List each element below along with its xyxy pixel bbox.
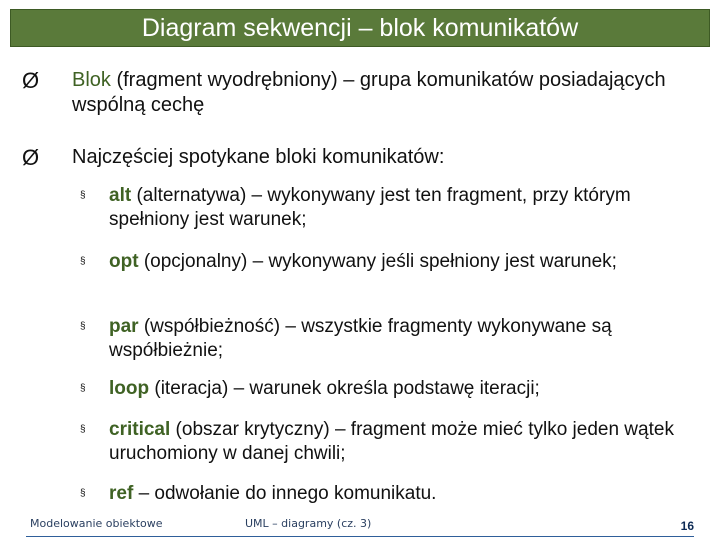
sub-list-item <box>80 315 684 363</box>
square-bullet-icon: § <box>80 383 86 394</box>
bullet-text <box>72 68 692 118</box>
square-bullet-icon: § <box>80 424 86 435</box>
square-bullet-icon: § <box>80 488 86 499</box>
footer-divider <box>26 536 694 537</box>
sub-list-item <box>80 184 684 232</box>
bullet-text: Najczęściej spotykane bloki komunikatów: <box>72 146 445 168</box>
bullet-item <box>22 68 692 118</box>
page-number: 16 <box>680 519 694 533</box>
title-bar <box>10 9 710 47</box>
sub-item-description: (opcjonalny) – wykonywany jeśli spełniony jest warunek; <box>138 251 617 272</box>
footer-course-name: Modelowanie obiektowe <box>30 517 163 530</box>
bullet-keyword: Blok <box>72 69 111 91</box>
sub-item-text <box>109 250 684 274</box>
sub-item-keyword: critical <box>109 419 171 440</box>
arrow-bullet-icon: Ø <box>22 145 40 170</box>
sub-item-description: (obszar krytyczny) – fragment może mieć tylko jeden wątek uruchomiony w danej chwili; <box>109 419 674 464</box>
arrow-bullet-icon: Ø <box>22 68 40 93</box>
footer-lecture-title: UML – diagramy (cz. 3) <box>245 517 372 530</box>
sub-item-keyword: alt <box>109 185 132 206</box>
bullet-item <box>22 145 692 170</box>
sub-item-text <box>109 418 684 466</box>
sub-list-item <box>80 482 684 506</box>
square-bullet-icon: § <box>80 256 86 267</box>
sub-list-item <box>80 377 684 401</box>
sub-item-keyword: ref <box>109 483 134 504</box>
sub-item-text <box>109 377 684 401</box>
sub-item-text <box>109 315 684 363</box>
sub-item-description: (alternatywa) – wykonywany jest ten fragment, przy którym spełniony jest warunek; <box>109 185 631 230</box>
sub-item-description: (współbieżność) – wszystkie fragmenty wykonywane są współbieżnie; <box>109 316 612 361</box>
sub-item-description: (iteracja) – warunek określa podstawę iteracji; <box>149 378 540 399</box>
square-bullet-icon: § <box>80 321 86 332</box>
sub-item-keyword: loop <box>109 378 150 399</box>
slide-title: Diagram sekwencji – blok komunikatów <box>141 13 579 42</box>
sub-item-keyword: par <box>109 316 139 337</box>
bullet-description: (fragment wyodrębniony) – grupa komunikatów posiadających wspólną cechę <box>72 69 666 116</box>
sub-list-item <box>80 418 684 466</box>
sub-list-item <box>80 250 684 274</box>
sub-item-keyword: opt <box>109 251 139 272</box>
square-bullet-icon: § <box>80 190 86 201</box>
sub-item-text <box>109 184 684 232</box>
sub-item-text <box>109 482 684 506</box>
sub-item-description: – odwołanie do innego komunikatu. <box>133 483 437 504</box>
